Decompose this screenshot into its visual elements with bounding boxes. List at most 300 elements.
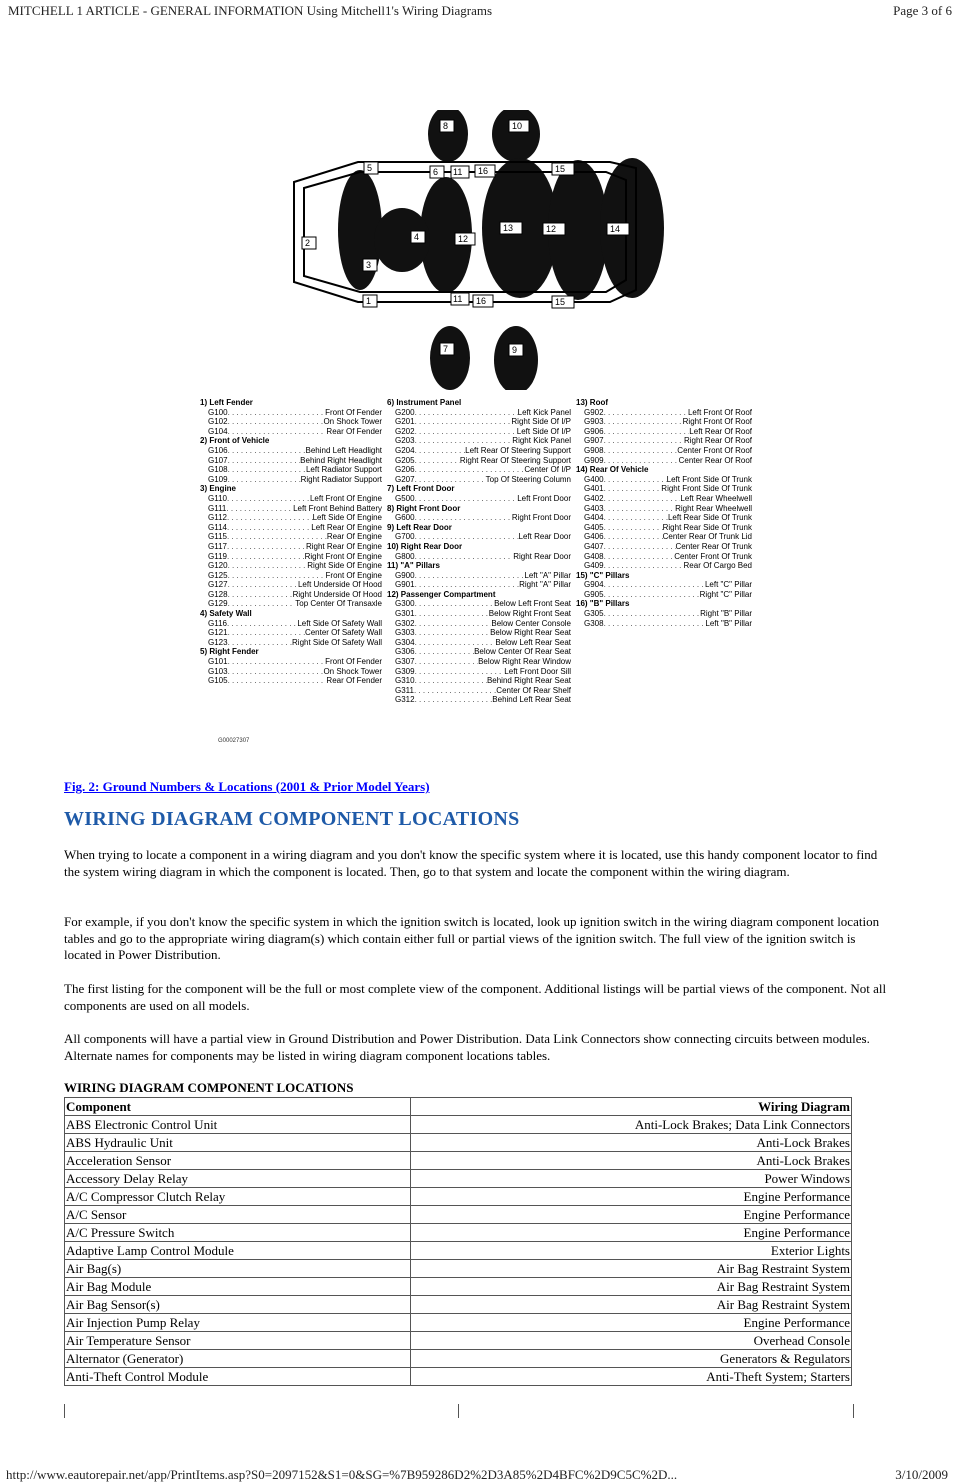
ground-code: G304 xyxy=(395,637,415,647)
wiring-diagram-cell: Engine Performance xyxy=(410,1206,851,1224)
svg-text:3: 3 xyxy=(366,260,372,270)
ground-location: Right Rear Of Steering Support xyxy=(459,455,571,465)
zone-tag xyxy=(543,223,565,235)
ground-code: G309 xyxy=(395,666,415,676)
svg-text:1: 1 xyxy=(366,296,372,306)
table-row xyxy=(65,1188,852,1206)
ground-location: Right Rear Of Roof xyxy=(683,436,752,446)
footer-url: http://www.eautorepair.net/app/PrintItems.asp?S0=2097152&S1=0&SG=%7B959286D2%2D3A85%2D4BFC%2D9C5C%2D... xyxy=(6,1467,678,1482)
legend-row xyxy=(200,552,382,562)
wiring-diagram-cell: Anti-Lock Brakes xyxy=(410,1152,851,1170)
ground-code: G202 xyxy=(395,426,415,436)
ground-code: G903 xyxy=(584,417,604,427)
legend-section-title: 5) Right Fender xyxy=(200,647,259,657)
ground-location: Left Front Behind Battery xyxy=(293,503,382,513)
ground-locations-figure xyxy=(200,110,760,750)
ground-zone-blob xyxy=(494,326,538,390)
ground-code: G406 xyxy=(584,532,604,542)
svg-text:2: 2 xyxy=(305,238,311,248)
ground-location: Behind Right Headlight xyxy=(300,455,382,465)
ground-location: Front Of Engine xyxy=(325,570,382,580)
ground-code: G310 xyxy=(395,676,415,686)
svg-text:9: 9 xyxy=(512,345,518,355)
component-cell: Accessory Delay Relay xyxy=(65,1170,411,1188)
page-number: Page 3 of 6 xyxy=(893,3,952,18)
ground-code: G114 xyxy=(208,522,227,532)
ground-code: G300 xyxy=(395,599,415,609)
svg-text:5: 5 xyxy=(367,163,373,173)
ground-code: G120 xyxy=(208,561,228,571)
ground-location: Left Front Of Engine xyxy=(309,493,382,503)
component-cell: Acceleration Sensor xyxy=(65,1152,411,1170)
legend-column xyxy=(576,398,752,628)
ground-location: Below Right Rear Window xyxy=(478,657,571,667)
legend-section-title: 3) Engine xyxy=(200,484,237,494)
wiring-diagram-cell: Anti-Lock Brakes; Data Link Connectors xyxy=(410,1116,851,1134)
svg-text:10: 10 xyxy=(512,121,523,131)
wiring-diagram-cell: Air Bag Restraint System xyxy=(410,1260,851,1278)
legend-section-title: 1) Left Fender xyxy=(200,398,253,407)
ground-location: Left Rear Side Of Trunk xyxy=(667,513,752,523)
wiring-diagram-cell: Engine Performance xyxy=(410,1188,851,1206)
ground-code: G408 xyxy=(584,551,604,561)
svg-text:6: 6 xyxy=(433,167,439,177)
ground-location: Center Of I/P xyxy=(524,465,571,475)
ground-location: Below Left Rear Seat xyxy=(495,637,571,647)
ground-code: G902 xyxy=(584,407,604,417)
ground-location: Below Center Of Rear Seat xyxy=(474,647,571,657)
legend-row xyxy=(387,647,571,657)
ground-location: Left Front Side Of Trunk xyxy=(666,474,752,484)
ground-zone-blob xyxy=(338,170,382,290)
legend-row xyxy=(576,523,752,533)
component-cell: Anti-Theft Control Module xyxy=(65,1368,411,1386)
legend-row xyxy=(387,446,571,456)
legend-row xyxy=(200,676,382,686)
legend-row xyxy=(576,446,752,456)
legend-row xyxy=(387,609,571,619)
legend-section-title: 2) Front of Vehicle xyxy=(200,436,270,446)
ground-code: G901 xyxy=(395,580,415,590)
vehicle-ground-diagram xyxy=(280,110,680,390)
ground-location: Right Underside Of Hood xyxy=(292,589,382,599)
ground-code: G116 xyxy=(208,618,227,628)
legend-column xyxy=(387,398,571,705)
legend-section-title: 9) Left Rear Door xyxy=(387,522,452,532)
zone-tag xyxy=(552,296,574,308)
ground-code: G107 xyxy=(208,455,228,465)
ground-code: G200 xyxy=(395,407,415,417)
column-header-wiring-diagram: Wiring Diagram xyxy=(410,1098,851,1116)
legend-row xyxy=(387,552,571,562)
wiring-diagram-cell: Engine Performance xyxy=(410,1224,851,1242)
ground-location: Left Front Door xyxy=(517,493,571,503)
ground-code: G112 xyxy=(208,513,227,523)
ground-location: Center Front Of Roof xyxy=(677,445,752,455)
ground-code: G207 xyxy=(395,474,415,484)
ground-location: Left "C" Pillar xyxy=(704,580,752,590)
ground-code: G401 xyxy=(584,484,604,494)
legend-section-title: 13) Roof xyxy=(576,398,608,407)
component-cell: Air Bag Module xyxy=(65,1278,411,1296)
ground-location: Left "A" Pillar xyxy=(524,570,571,580)
legend-section-title: 7) Left Front Door xyxy=(387,484,455,494)
ground-code: G909 xyxy=(584,455,604,465)
ground-code: G101 xyxy=(208,657,228,667)
ground-location: Right Front Of Roof xyxy=(682,417,752,427)
ground-code: G312 xyxy=(395,695,415,705)
ground-location: Left Kick Panel xyxy=(517,407,571,417)
ground-location: Left Side Of Engine xyxy=(312,513,382,523)
legend-row xyxy=(387,580,571,590)
legend-row xyxy=(200,417,382,427)
ground-location: Center Of Rear Shelf xyxy=(496,685,571,695)
figure-code: G00027307 xyxy=(218,738,250,744)
ground-code: G106 xyxy=(208,445,228,455)
wiring-diagram-cell: Engine Performance xyxy=(410,1314,851,1332)
ground-code: G405 xyxy=(584,522,604,532)
ground-code: G301 xyxy=(395,609,415,619)
table-row xyxy=(65,1296,852,1314)
figure-caption-link[interactable]: Fig. 2: Ground Numbers & Locations (2001 & Prior Model Years) xyxy=(64,779,430,794)
ground-code: G203 xyxy=(395,436,415,446)
legend-row xyxy=(200,571,382,581)
ground-code: G111 xyxy=(208,503,227,513)
ground-location: Left Side Of I/P xyxy=(516,426,571,436)
zone-tag xyxy=(509,120,529,132)
ground-location: Right Rear Wheelwell xyxy=(675,503,752,513)
component-cell: Air Bag Sensor(s) xyxy=(65,1296,411,1314)
ground-zone-blob xyxy=(492,110,540,162)
paragraph: All components will have a partial view in Ground Distribution and Power Distribution. Data Link Connectors show connecting circuits between modules. Alternate names for components may be listed in wiring diagram component locations tables. xyxy=(64,1031,870,1063)
ground-location: Below Right Front Seat xyxy=(488,609,571,619)
ground-code: G206 xyxy=(395,465,415,475)
svg-text:11: 11 xyxy=(453,167,463,177)
ground-code: G800 xyxy=(395,551,415,561)
legend-row xyxy=(387,465,571,475)
ground-zone-blob xyxy=(430,326,470,390)
wiring-diagram-cell: Air Bag Restraint System xyxy=(410,1278,851,1296)
legend-row xyxy=(576,552,752,562)
component-cell: Air Bag(s) xyxy=(65,1260,411,1278)
legend-row xyxy=(387,571,571,581)
wiring-diagram-cell: Anti-Lock Brakes xyxy=(410,1134,851,1152)
ground-location: Right "B" Pillar xyxy=(700,609,752,619)
ground-code: G104 xyxy=(208,426,228,436)
ground-location: Left Rear Of Roof xyxy=(689,426,752,436)
ground-location: Left Rear Of Engine xyxy=(311,522,382,532)
legend-row xyxy=(576,504,752,514)
ground-code: G100 xyxy=(208,407,228,417)
ground-location: Center Rear Of Trunk xyxy=(675,541,752,551)
legend-row xyxy=(387,532,571,542)
legend-section-title: 16) "B" Pillars xyxy=(576,599,630,609)
table-row xyxy=(65,1170,852,1188)
legend-row xyxy=(200,475,382,485)
wiring-diagram-cell: Air Bag Restraint System xyxy=(410,1296,851,1314)
zone-tag xyxy=(455,233,475,245)
page-header-title: MITCHELL 1 ARTICLE - GENERAL INFORMATION Using Mitchell1's Wiring Diagrams xyxy=(8,3,493,18)
component-cell: A/C Pressure Switch xyxy=(65,1224,411,1242)
ground-location: Below Right Rear Seat xyxy=(490,628,571,638)
legend-row xyxy=(387,667,571,677)
zone-tag xyxy=(500,222,522,234)
legend-row xyxy=(576,542,752,552)
legend-row xyxy=(576,619,752,629)
zone-tag xyxy=(451,293,469,305)
ground-code: G306 xyxy=(395,647,415,657)
table-row xyxy=(65,1278,852,1296)
ground-location: Right Side Of Safety Wall xyxy=(292,637,382,647)
legend-row xyxy=(200,638,382,648)
legend-row xyxy=(576,475,752,485)
footer-date: 3/10/2009 xyxy=(895,1467,948,1482)
ground-code: G700 xyxy=(395,532,415,542)
ground-code: G105 xyxy=(208,676,228,686)
legend-row xyxy=(387,475,571,485)
ground-code: G119 xyxy=(208,551,227,561)
zone-tag xyxy=(451,166,469,178)
component-cell: ABS Hydraulic Unit xyxy=(65,1134,411,1152)
component-cell: A/C Compressor Clutch Relay xyxy=(65,1188,411,1206)
ground-code: G403 xyxy=(584,503,604,513)
ground-location: Rear Of Fender xyxy=(326,676,382,686)
zone-tag xyxy=(607,223,629,235)
legend-row xyxy=(387,638,571,648)
ground-location: Right Rear Of Engine xyxy=(305,541,382,551)
ground-location: Left Underside Of Hood xyxy=(297,580,382,590)
svg-text:11: 11 xyxy=(453,294,463,304)
component-cell: ABS Electronic Control Unit xyxy=(65,1116,411,1134)
component-cell: A/C Sensor xyxy=(65,1206,411,1224)
legend-row xyxy=(576,484,752,494)
ground-code: G201 xyxy=(395,417,415,427)
ground-location: Left "B" Pillar xyxy=(705,618,752,628)
paragraph: When trying to locate a component in a wiring diagram and you don't know the specific system where it is located, use this handy component locator to find the system wiring diagram in which the component is located. Then, go to that system and locate the component within the wiring diagram. xyxy=(64,847,878,879)
zone-tag xyxy=(473,295,493,307)
legend-row xyxy=(387,436,571,446)
ground-code: G908 xyxy=(584,445,604,455)
ground-code: G303 xyxy=(395,628,415,638)
ground-location: On Shock Tower xyxy=(323,666,382,676)
ground-code: G600 xyxy=(395,513,415,523)
legend-section-title: 11) "A" Pillars xyxy=(387,561,440,571)
component-cell: Air Injection Pump Relay xyxy=(65,1314,411,1332)
svg-text:4: 4 xyxy=(414,232,420,242)
ground-location: Center Rear Of Trunk Lid xyxy=(662,532,752,542)
legend-row xyxy=(200,628,382,638)
table-continuation xyxy=(64,1404,854,1418)
svg-text:12: 12 xyxy=(458,234,469,244)
legend-row xyxy=(576,494,752,504)
ground-code: G108 xyxy=(208,465,228,475)
table-row xyxy=(65,1224,852,1242)
ground-location: Rear Of Engine xyxy=(326,532,382,542)
legend-row xyxy=(576,513,752,523)
legend-row xyxy=(576,417,752,427)
legend-row xyxy=(576,580,752,590)
ground-code: G907 xyxy=(584,436,604,446)
ground-code: G302 xyxy=(395,618,415,628)
ground-location: On Shock Tower xyxy=(323,417,382,427)
ground-location: Right Front Door xyxy=(511,513,571,523)
ground-code: G400 xyxy=(584,474,604,484)
ground-location: Right "A" Pillar xyxy=(519,580,571,590)
legend-row xyxy=(387,686,571,696)
ground-code: G129 xyxy=(208,599,228,609)
legend-row xyxy=(200,619,382,629)
paragraph: The first listing for the component will be the full or most complete view of the component. Additional listings will be partial views of the component. Not all components are used on all models. xyxy=(64,981,887,1013)
ground-location: Right "C" Pillar xyxy=(699,589,752,599)
legend-row xyxy=(200,590,382,600)
legend-row xyxy=(200,542,382,552)
wiring-diagram-cell: Exterior Lights xyxy=(410,1242,851,1260)
legend-row xyxy=(387,494,571,504)
legend-row xyxy=(576,436,752,446)
table-row xyxy=(65,1242,852,1260)
paragraph: For example, if you don't know the specific system in which the ignition switch is located, look up ignition switch in the wiring diagram component location tables and go to the appropriate wiring diagram(s) which contain either full or partial views of the ignition switch. The full view of the ignition switch is located in Power Distribution. xyxy=(64,914,880,962)
legend-row xyxy=(576,456,752,466)
ground-location: Right Radiator Support xyxy=(300,474,382,484)
legend-row xyxy=(200,667,382,677)
ground-code: G904 xyxy=(584,580,604,590)
legend-row xyxy=(387,456,571,466)
ground-location: Left Radiator Support xyxy=(305,465,382,475)
legend-row xyxy=(200,561,382,571)
section-title: WIRING DIAGRAM COMPONENT LOCATIONS xyxy=(64,808,520,830)
legend-row xyxy=(200,599,382,609)
ground-code: G906 xyxy=(584,426,604,436)
zone-tag xyxy=(363,295,377,307)
legend-row xyxy=(200,456,382,466)
ground-location: Front Of Fender xyxy=(325,657,382,667)
component-cell: Adaptive Lamp Control Module xyxy=(65,1242,411,1260)
svg-text:15: 15 xyxy=(555,164,566,174)
legend-row xyxy=(200,513,382,523)
ground-location: Right Rear Side Of Trunk xyxy=(662,522,752,532)
svg-text:7: 7 xyxy=(443,344,449,354)
legend-row xyxy=(576,532,752,542)
svg-text:13: 13 xyxy=(503,223,514,233)
ground-location: Right Side Of Engine xyxy=(307,561,382,571)
ground-code: G110 xyxy=(208,493,227,503)
ground-location: Top Of Steering Column xyxy=(485,474,571,484)
legend-row xyxy=(200,465,382,475)
ground-code: G500 xyxy=(395,493,415,503)
svg-text:14: 14 xyxy=(610,224,621,234)
table-row xyxy=(65,1134,852,1152)
zone-tag xyxy=(430,166,444,178)
ground-location: Top Center Of Transaxle xyxy=(295,599,382,609)
svg-text:16: 16 xyxy=(478,166,489,176)
ground-location: Center Rear Of Roof xyxy=(678,455,752,465)
table-row xyxy=(65,1260,852,1278)
ground-location: Right Rear Door xyxy=(513,551,571,561)
legend-row xyxy=(200,657,382,667)
ground-zone-blob xyxy=(428,110,468,162)
component-cell: Alternator (Generator) xyxy=(65,1350,411,1368)
legend-section-title: 10) Right Rear Door xyxy=(387,541,463,551)
ground-location: Right Side Of I/P xyxy=(511,417,571,427)
table-row xyxy=(65,1314,852,1332)
wiring-diagram-cell: Power Windows xyxy=(410,1170,851,1188)
wiring-diagram-cell: Generators & Regulators xyxy=(410,1350,851,1368)
table-row xyxy=(65,1152,852,1170)
ground-code: G311 xyxy=(395,685,414,695)
legend-row xyxy=(576,590,752,600)
svg-text:16: 16 xyxy=(476,296,487,306)
ground-location: Behind Left Rear Seat xyxy=(492,695,571,705)
wiring-diagram-cell: Anti-Theft System; Starters xyxy=(410,1368,851,1386)
svg-text:8: 8 xyxy=(443,121,449,131)
ground-code: G204 xyxy=(395,445,415,455)
svg-text:15: 15 xyxy=(555,297,566,307)
ground-location: Left Front Of Roof xyxy=(687,407,752,417)
legend-column xyxy=(200,398,382,686)
legend-row xyxy=(387,513,571,523)
ground-code: G402 xyxy=(584,493,604,503)
column-header-component: Component xyxy=(65,1098,411,1116)
ground-location: Rear Of Cargo Bed xyxy=(683,561,752,571)
ground-location: Center Front Of Trunk xyxy=(674,551,752,561)
component-cell: Air Temperature Sensor xyxy=(65,1332,411,1350)
legend-row xyxy=(200,494,382,504)
ground-location: Center Of Safety Wall xyxy=(304,628,382,638)
ground-code: G123 xyxy=(208,637,228,647)
ground-code: G121 xyxy=(208,628,228,638)
legend-row xyxy=(576,609,752,619)
ground-code: G102 xyxy=(208,417,228,427)
ground-code: G115 xyxy=(208,532,227,542)
ground-code: G905 xyxy=(584,589,604,599)
ground-location: Left Side Of Safety Wall xyxy=(297,618,382,628)
ground-code: G900 xyxy=(395,570,415,580)
table-title: WIRING DIAGRAM COMPONENT LOCATIONS xyxy=(64,1080,354,1095)
component-locations-table xyxy=(64,1097,852,1386)
table-header-row xyxy=(65,1098,852,1116)
zone-tag xyxy=(440,343,454,355)
zone-tag xyxy=(552,163,574,175)
legend-row xyxy=(387,619,571,629)
zone-tag xyxy=(475,165,495,177)
ground-code: G128 xyxy=(208,589,228,599)
table-row xyxy=(65,1116,852,1134)
zone-tag xyxy=(364,162,378,174)
legend-row xyxy=(387,676,571,686)
zone-tag xyxy=(363,259,377,271)
ground-code: G307 xyxy=(395,657,415,667)
legend-section-title: 8) Right Front Door xyxy=(387,503,461,513)
zone-tag xyxy=(509,344,523,356)
ground-location: Front Of Fender xyxy=(325,407,382,417)
ground-location: Below Center Console xyxy=(491,618,571,628)
legend-row xyxy=(387,599,571,609)
table-row xyxy=(65,1368,852,1386)
table-row xyxy=(65,1206,852,1224)
svg-text:12: 12 xyxy=(546,224,557,234)
ground-code: G407 xyxy=(584,541,604,551)
zone-tag xyxy=(411,231,425,243)
ground-location: Behind Right Rear Seat xyxy=(486,676,571,686)
legend-section-title: 6) Instrument Panel xyxy=(387,398,462,407)
ground-location: Left Front Door Sill xyxy=(504,666,571,676)
ground-location: Left Rear Wheelwell xyxy=(680,493,752,503)
ground-code: G125 xyxy=(208,570,228,580)
legend-row xyxy=(387,628,571,638)
ground-code: G117 xyxy=(208,541,227,551)
legend-section-title: 4) Safety Wall xyxy=(200,609,252,619)
legend-row xyxy=(200,523,382,533)
